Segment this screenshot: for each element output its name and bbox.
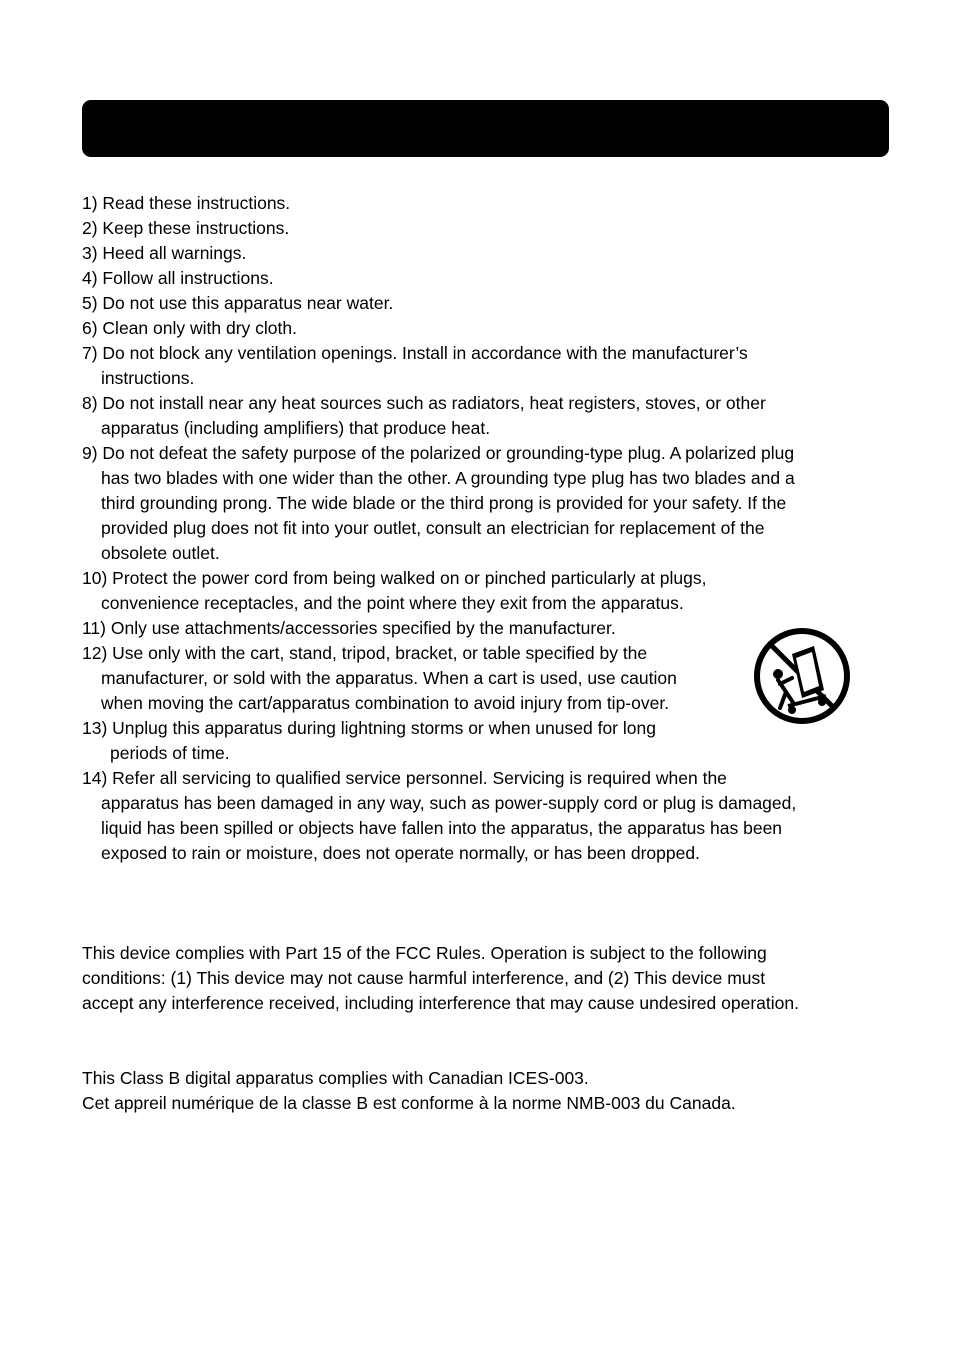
instruction-line: has two blades with one wider than the other. A grounding type plug has two blades and a — [101, 468, 795, 488]
instruction-line: convenience receptacles, and the point where they exit from the apparatus. — [101, 593, 684, 613]
instruction-line: liquid has been spilled or objects have fallen into the apparatus, the apparatus has been — [101, 818, 783, 838]
instruction-line: exposed to rain or moisture, does not operate normally, or has been dropped. — [101, 843, 700, 863]
instruction-line: manufacturer, or sold with the apparatus. When a cart is used, use caution — [101, 668, 677, 688]
fcc-statement-line: accept any interference received, including interference that may cause undesired operation. — [82, 993, 799, 1013]
instruction-line: instructions. — [101, 368, 195, 388]
instruction-line: 7) Do not block any ventilation openings. Install in accordance with the manufacturer’s — [82, 343, 748, 363]
instruction-line: third grounding prong. The wide blade or the third prong is provided for your safety. If the — [101, 493, 787, 513]
fcc-statement-line: This device complies with Part 15 of the FCC Rules. Operation is subject to the following — [82, 943, 767, 963]
instruction-line: 6) Clean only with dry cloth. — [82, 318, 297, 338]
instruction-line: 5) Do not use this apparatus near water. — [82, 293, 394, 313]
instruction-line: 9) Do not defeat the safety purpose of the polarized or grounding-type plug. A polarized plug — [82, 443, 795, 463]
instruction-line: 11) Only use attachments/accessories specified by the manufacturer. — [82, 618, 616, 638]
instruction-line: 1) Read these instructions. — [82, 193, 291, 213]
instruction-line: 12) Use only with the cart, stand, tripod, bracket, or table specified by the — [82, 643, 648, 663]
instruction-line: provided plug does not fit into your outlet, consult an electrician for replacement of the — [101, 518, 765, 538]
instruction-line: when moving the cart/apparatus combination to avoid injury from tip-over. — [101, 693, 670, 713]
instruction-line: 14) Refer all servicing to qualified service personnel. Servicing is required when the — [82, 768, 727, 788]
instruction-line: 10) Protect the power cord from being walked on or pinched particularly at plugs, — [82, 568, 707, 588]
canada-statement-line: This Class B digital apparatus complies with Canadian ICES-003. — [82, 1068, 589, 1088]
header-bar — [82, 100, 889, 157]
instruction-line: 2) Keep these instructions. — [82, 218, 290, 238]
instruction-line: obsolete outlet. — [101, 543, 220, 563]
instruction-line: apparatus has been damaged in any way, such as power-supply cord or plug is damaged, — [101, 793, 797, 813]
instruction-line: apparatus (including amplifiers) that produce heat. — [101, 418, 491, 438]
instruction-line: 13) Unplug this apparatus during lightning storms or when unused for long — [82, 718, 656, 738]
fcc-statement-line: conditions: (1) This device may not cause harmful interference, and (2) This device must — [82, 968, 766, 988]
instruction-line: 4) Follow all instructions. — [82, 268, 274, 288]
instruction-line: 8) Do not install near any heat sources such as radiators, heat registers, stoves, or other — [82, 393, 766, 413]
instruction-line: periods of time. — [110, 743, 230, 763]
canada-statement-line: Cet appreil numérique de la classe B est conforme à la norme NMB-003 du Canada. — [82, 1093, 736, 1113]
instruction-line: 3) Heed all warnings. — [82, 243, 247, 263]
cart-tipover-warning-icon — [752, 626, 852, 726]
